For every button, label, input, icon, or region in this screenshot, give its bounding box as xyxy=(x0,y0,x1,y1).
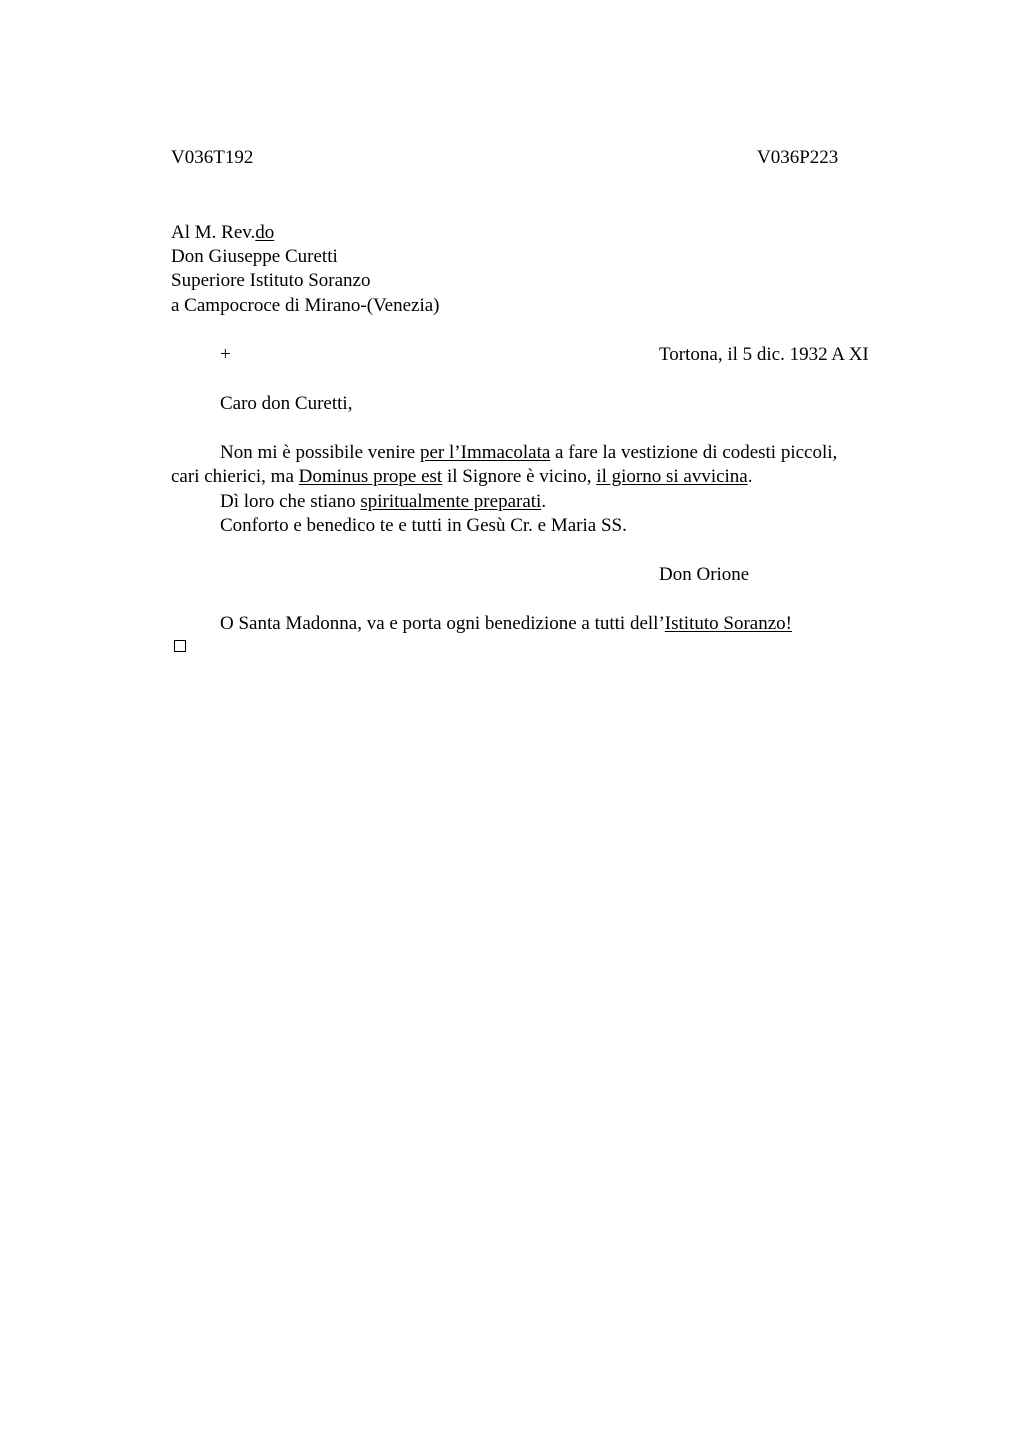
address-line-1-prefix: Al M. Rev. xyxy=(171,222,256,243)
address-line-1 xyxy=(171,221,274,245)
empty-box-icon xyxy=(174,640,186,652)
cross-symbol: + xyxy=(220,344,231,365)
header-left-code: V036T192 xyxy=(171,147,254,168)
salutation: Caro don Curetti, xyxy=(220,393,353,414)
address-line-3: Superiore Istituto Soranzo xyxy=(171,270,371,291)
body-paragraph-1-line-1 xyxy=(220,441,837,465)
body-paragraph-1-line-2 xyxy=(171,465,753,489)
body-underlined-immacolata: per l’Immacolata xyxy=(420,442,551,463)
body-text: . xyxy=(747,466,753,487)
place-date: Tortona, il 5 dic. 1932 A XI xyxy=(659,344,869,365)
body-underlined-dominus: Dominus prope est xyxy=(298,466,443,487)
body-paragraph-2 xyxy=(220,490,546,514)
address-line-4: a Campocroce di Mirano-(Venezia) xyxy=(171,295,440,316)
address-line-2: Don Giuseppe Curetti xyxy=(171,246,338,267)
body-text: Dì loro che stiano xyxy=(220,491,361,512)
body-text: a fare la vestizione di codesti piccoli, xyxy=(550,442,838,463)
body-underlined-preparati: spiritualmente preparati xyxy=(360,491,542,512)
signature: Don Orione xyxy=(659,564,750,585)
body-text: Non mi è possibile venire xyxy=(220,442,420,463)
postscript-underlined: Istituto Soranzo! xyxy=(664,613,792,634)
body-text: il Signore è vicino, xyxy=(442,466,597,487)
body-text: cari chierici, ma xyxy=(171,466,299,487)
postscript-text: O Santa Madonna, va e porta ogni benedizione a tutti dell’ xyxy=(220,613,665,634)
body-underlined-giorno: il giorno si avvicina xyxy=(596,466,748,487)
postscript xyxy=(220,612,792,636)
body-paragraph-3: Conforto e benedico te e tutti in Gesù Cr. e Maria SS. xyxy=(220,515,627,536)
header-right-code: V036P223 xyxy=(757,147,839,168)
body-text: . xyxy=(541,491,547,512)
address-line-1-underlined: do xyxy=(255,222,275,243)
